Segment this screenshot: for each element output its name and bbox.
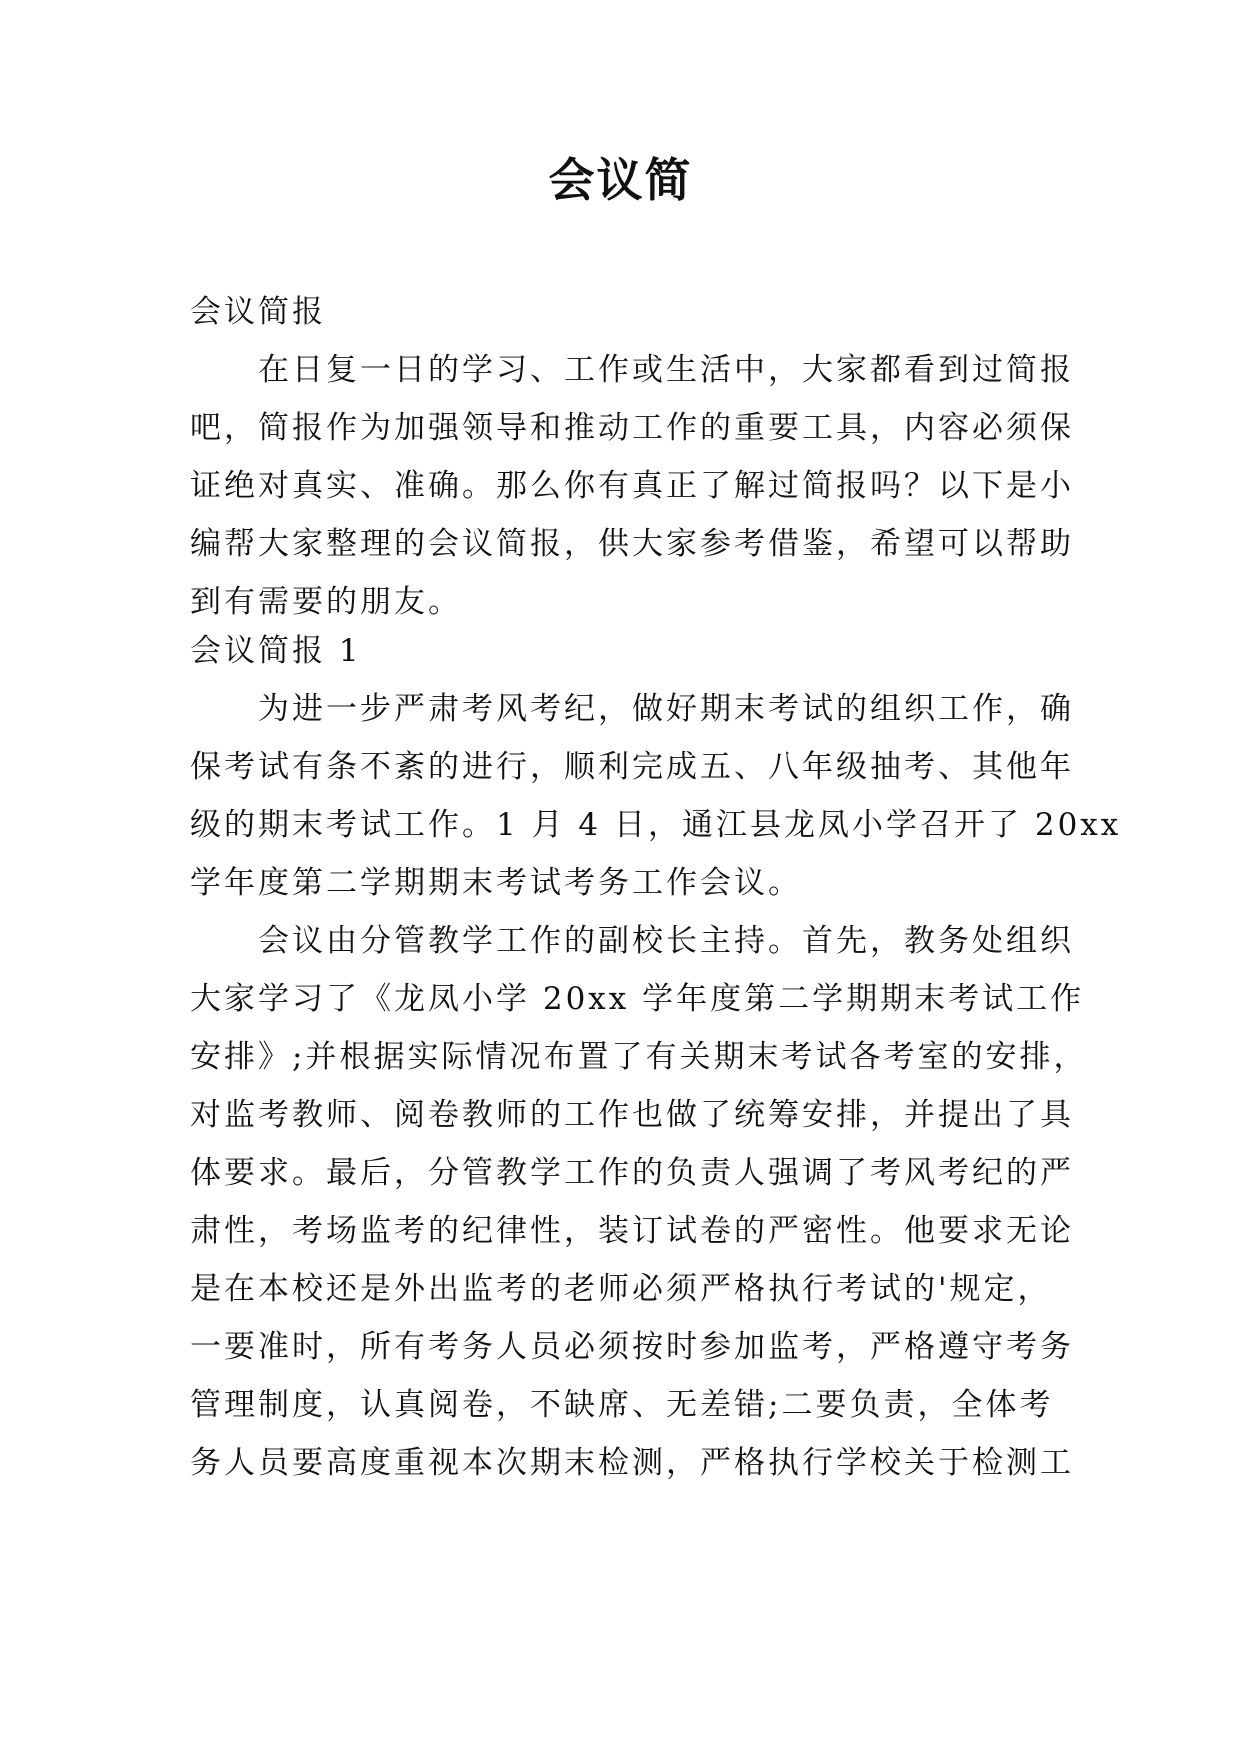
- intro-section: [190, 283, 1074, 631]
- section-heading-1: 会议简报 1: [190, 633, 362, 669]
- section-heading-intro: 会议简报: [190, 294, 326, 330]
- intro-line: 到有需要的朋友。: [190, 584, 462, 620]
- paragraph-line: 管理制度，认真阅卷，不缺席、无差错;二要负责，全体考: [190, 1387, 1054, 1423]
- paragraph-line: 保考试有条不紊的进行，顺利完成五、八年级抽考、其他年: [190, 749, 1074, 785]
- paragraph-line: 为进一步严肃考风考纪，做好期末考试的组织工作，确: [258, 691, 1074, 727]
- paragraph-line: 学年度第二学期期末考试考务工作会议。: [190, 865, 802, 901]
- paragraph-line: 一要准时，所有考务人员必须按时参加监考，严格遵守考务: [190, 1329, 1074, 1365]
- document-title: 会议简: [548, 153, 693, 207]
- intro-line: 证绝对真实、准确。那么你有真正了解过简报吗？以下是小: [190, 468, 1074, 504]
- intro-line: 编帮大家整理的会议简报，供大家参考借鉴，希望可以帮助: [190, 526, 1074, 562]
- paragraph-line: 体要求。最后，分管教学工作的负责人强调了考风考纪的严: [190, 1155, 1074, 1191]
- paragraph-line: 务人员要高度重视本次期末检测，严格执行学校关于检测工: [190, 1445, 1074, 1481]
- intro-line: 在日复一日的学习、工作或生活中，大家都看到过简报: [258, 352, 1074, 388]
- paragraph-line: 大家学习了《龙凤小学 20xx 学年度第二学期期末考试工作: [190, 981, 1085, 1017]
- intro-line: 吧，简报作为加强领导和推动工作的重要工具，内容必须保: [190, 410, 1074, 446]
- paragraph-line: 对监考教师、阅卷教师的工作也做了统筹安排，并提出了具: [190, 1097, 1074, 1133]
- paragraph-line: 会议由分管教学工作的副校长主持。首先，教务处组织: [258, 923, 1074, 959]
- paragraph-line: 级的期末考试工作。1 月 4 日，通江县龙凤小学召开了 20xx: [190, 807, 1122, 843]
- section-1: [190, 622, 1122, 1492]
- paragraph-line: 安排》;并根据实际情况布置了有关期末考试各考室的安排，: [190, 1039, 1088, 1075]
- paragraph-line: 是在本校还是外出监考的老师必须严格执行考试的'规定，: [190, 1271, 1052, 1307]
- paragraph-line: 肃性，考场监考的纪律性，装订试卷的严密性。他要求无论: [190, 1213, 1074, 1249]
